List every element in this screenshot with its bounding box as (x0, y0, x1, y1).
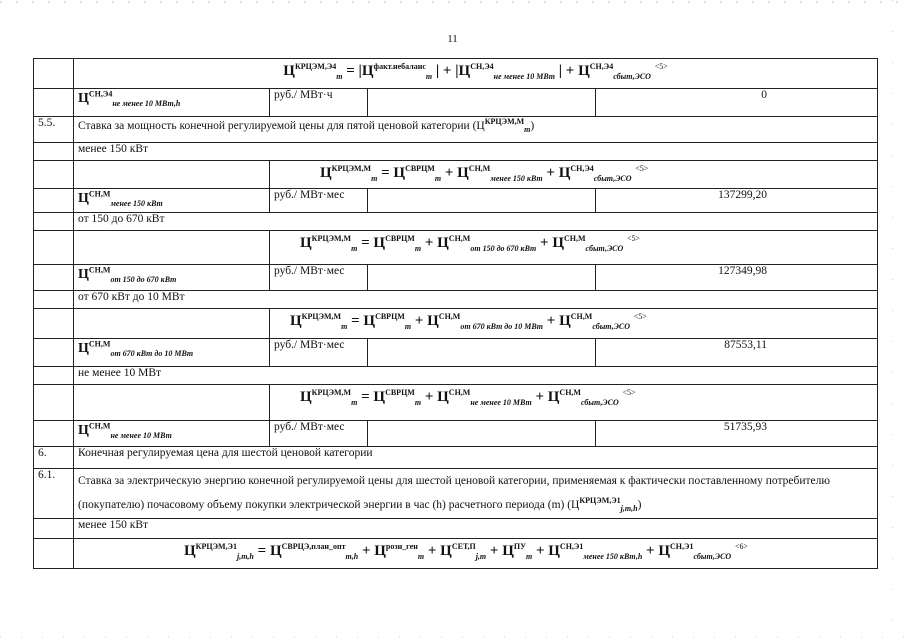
group-row (34, 213, 878, 231)
parameter-row (34, 89, 878, 117)
param-name: $Ц^{СН,Э4}_{не менее 10 МВт,h}$ (74, 89, 270, 117)
formula-row (34, 385, 878, 421)
group-row (34, 367, 878, 385)
param-name: $Ц^{СН,М}_{не менее 10 МВт}$ (74, 421, 270, 447)
parameter-row (34, 265, 878, 291)
formula-m-670-10: $Ц^{КРЦЭМ,М}_m = Ц^{СВРЦМ}_m + Ц^{СН,М}_{от 670 кВт до 10 МВт} + Ц^{СН,М}_{сбыт,ЭСО}$ $^{<5>}$ (290, 312, 647, 331)
group-label: не менее 10 МВт (74, 367, 878, 385)
section-title: Ставка за мощность конечной регулируемой цены для пятой ценовой категории $(Ц^{КРЦЭМ,М}_m)$ (74, 117, 878, 143)
section-row (34, 469, 878, 519)
tariff-table (33, 58, 878, 569)
formula-row (34, 539, 878, 569)
param-name: $Ц^{СН,М}_{менее 150 кВт}$ (74, 189, 270, 213)
param-name: $Ц^{СН,М}_{от 670 кВт до 10 МВт}$ (74, 339, 270, 367)
param-value: 87553,11 (596, 339, 878, 367)
section-title: Ставка за электрическую энергию конечной регулируемой цены для шестой ценовой категории, применяемая к фактически поставленному потребителю (покупателю) почасовому объему покупки электрической энергии в час (h) расчетного периода (m) $(Ц^{КРЦЭМ,Э1}_{j,m,h})$ (74, 469, 878, 519)
section-row (34, 117, 878, 143)
group-row (34, 291, 878, 309)
formula-row (34, 59, 878, 89)
page-number: 11 (447, 33, 458, 45)
group-row (34, 519, 878, 539)
param-value: 137299,20 (596, 189, 878, 213)
formula-m-lt150: $Ц^{КРЦЭМ,М}_m = Ц^{СВРЦМ}_m + Ц^{СН,М}_{менее 150 кВт} + Ц^{СН,Э4}_{сбыт,ЭСО}$ $^{<5>}$ (320, 164, 649, 183)
formula-m-150-670: $Ц^{КРЦЭМ,М}_m = Ц^{СВРЦМ}_m + Ц^{СН,М}_{от 150 до 670 кВт} + Ц^{СН,М}_{сбыт,ЭСО}$ $^{<5>}$ (300, 234, 641, 253)
section-row (34, 447, 878, 469)
parameter-row (34, 189, 878, 213)
section-number: 5.5. (34, 117, 74, 143)
parameter-row (34, 421, 878, 447)
group-label: менее 150 кВт (74, 143, 878, 161)
section-title: Конечная регулируемая цена для шестой ценовой категории (74, 447, 878, 469)
group-label: от 150 до 670 кВт (74, 213, 878, 231)
formula-row (34, 161, 878, 189)
param-value: 51735,93 (596, 421, 878, 447)
group-label: от 670 кВт до 10 МВт (74, 291, 878, 309)
param-unit: руб./ МВт·мес (270, 265, 368, 291)
group-label: менее 150 кВт (74, 519, 878, 539)
param-unit: руб./ МВт·мес (270, 421, 368, 447)
param-value: 0 (596, 89, 878, 117)
param-value: 127349,98 (596, 265, 878, 291)
formula-e4: $Ц^{КРЦЭМ,Э4}_m = |Ц^{факт.небаланс}_m$ | + $|Ц^{СН,Э4}_{не менее 10 МВт}$ | + $Ц^{СН,Э4}_{сбыт,ЭСО}$ $^{<5>}$ (283, 62, 668, 81)
group-row (34, 143, 878, 161)
param-name: $Ц^{СН,М}_{от 150 до 670 кВт}$ (74, 265, 270, 291)
formula-row (34, 231, 878, 265)
formula-m-ge10: $Ц^{КРЦЭМ,М}_m = Ц^{СВРЦМ}_m + Ц^{СН,М}_{не менее 10 МВт} + Ц^{СН,М}_{сбыт,ЭСО}$ $^{<5>}$ (300, 388, 636, 407)
section-number: 6.1. (34, 469, 74, 519)
section-number: 6. (34, 447, 74, 469)
formula-row (34, 309, 878, 339)
param-unit: руб./ МВт·ч (270, 89, 368, 117)
formula-e1: $Ц^{КРЦЭМ,Э1}_{j,m,h} = Ц^{СВРЦЭ,план\_опт}_{m,h} + Ц^{розн\_ген}_m + Ц^{СЕТ,П}_{j,m} + Ц^{ПУ}_m + Ц^{СН,Э1}_{менее 150 кВт,h} + Ц^{СН,Э1}_{сбыт,ЭСО}$ $^{<6>}$ (184, 542, 748, 562)
parameter-row (34, 339, 878, 367)
param-unit: руб./ МВт·мес (270, 339, 368, 367)
param-unit: руб./ МВт·мес (270, 189, 368, 213)
